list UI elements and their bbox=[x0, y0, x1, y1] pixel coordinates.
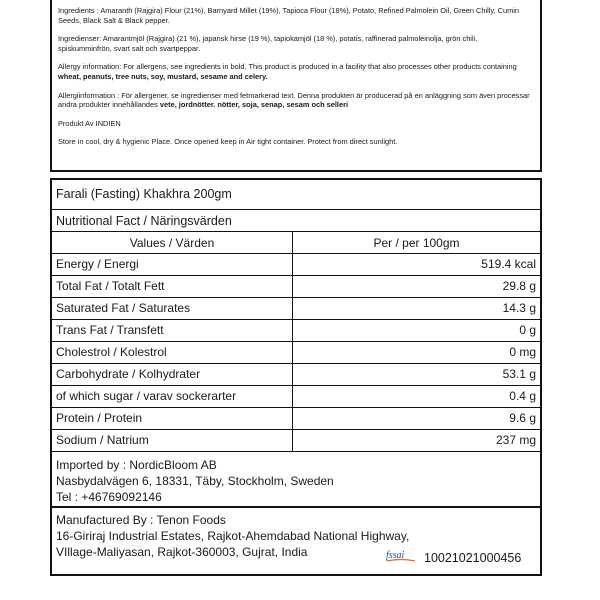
column-header-values: Values / Värden bbox=[52, 232, 293, 253]
nutrient-value: 29.8 g bbox=[502, 279, 536, 293]
allergy-sv-text: Allergiinformation : För allergener, se ingredienser med fetmarkerad text. Denna produkten är producerad på en anläggning som även processar andra produkter innehållandes bbox=[58, 90, 530, 110]
ingredients-english bbox=[58, 6, 532, 25]
fssai-logo-text: fssai bbox=[386, 550, 405, 561]
manufacturer-block bbox=[52, 508, 540, 574]
country-of-origin: Produkt Av INDIEN bbox=[58, 118, 121, 128]
nutrition-row bbox=[52, 320, 540, 342]
nutrient-label: Protein / Protein bbox=[52, 408, 293, 429]
nutrient-label: Saturated Fat / Saturates bbox=[52, 298, 293, 319]
nutrient-label: of which sugar / varav sockerarter bbox=[52, 386, 293, 407]
nutrient-value: 9.6 g bbox=[509, 411, 536, 425]
nutrition-row bbox=[52, 276, 540, 298]
ingredients-swedish bbox=[58, 34, 532, 53]
fssai-logo-icon bbox=[385, 548, 417, 564]
nutrition-row bbox=[52, 364, 540, 386]
storage-instructions: Store in cool, dry & hygienic Place. Once opened keep in Air tight container. Protect from direct sunlight. bbox=[58, 137, 398, 147]
allergy-info-english bbox=[58, 62, 532, 81]
manufacturer-address-1: 16-Giriraj Industrial Estates, Rajkot-Ahemdabad National Highway, bbox=[56, 529, 410, 543]
nutrient-value: 53.1 g bbox=[502, 367, 536, 381]
column-header-per-100g: Per / per 100gm bbox=[373, 236, 460, 250]
nutrient-label: Sodium / Natrium bbox=[52, 430, 293, 451]
importer-address: Nasbydalvägen 6, 18331, Täby, Stockholm, Sweden bbox=[56, 474, 334, 488]
allergy-sv-allergens: vete, jordnötter. nötter, soja, senap, sesam och selleri bbox=[159, 100, 349, 110]
nutrient-value: 0 mg bbox=[509, 345, 536, 359]
importer-phone: Tel : +46769092146 bbox=[56, 490, 162, 504]
product-title: Farali (Fasting) Khakhra 200gm bbox=[52, 180, 540, 210]
nutrition-table-header bbox=[52, 232, 540, 254]
nutrient-label: Energy / Energi bbox=[52, 254, 293, 275]
nutrition-panel bbox=[50, 178, 542, 576]
nutrient-label: Carbohydrate / Kolhydrater bbox=[52, 364, 293, 385]
nutrient-value: 0.4 g bbox=[509, 389, 536, 403]
nutrient-value: 519.4 kcal bbox=[481, 257, 536, 271]
nutrition-row bbox=[52, 342, 540, 364]
importer-block bbox=[52, 454, 540, 508]
nutrient-label: Cholestrol / Kolestrol bbox=[52, 342, 293, 363]
importer-name: Imported by : NordicBloom AB bbox=[56, 458, 217, 472]
nutrition-row bbox=[52, 386, 540, 408]
nutrient-value: 0 g bbox=[519, 323, 536, 337]
nutrition-title: Nutritional Fact / Näringsvärden bbox=[52, 210, 540, 232]
ingredienser-text: Amarantmjöl (Rajgira) (21 %), japansk hirse (19 %), tapiokamjöl (18 %), potatis, raffinerad palmoleinolja, grön chili, spiskumminfrön, svart salt och svartpeppar. bbox=[58, 34, 478, 53]
nutrition-row bbox=[52, 254, 540, 276]
manufacturer-name: Manufactured By : Tenon Foods bbox=[56, 513, 226, 527]
fssai-license-number: 10021021000456 bbox=[424, 551, 522, 565]
allergy-info-swedish bbox=[58, 91, 532, 110]
allergy-en-text: Allergy information: For allergens, see ingredients in bold. This product is produced in a facility that also processes other products containing bbox=[58, 62, 517, 72]
ingredients-text: Amaranth (Rajgira) Flour (21%), Barnyard Millet (19%), Tapioca Flour (18%), Potato, Refined Palmolein Oil, Green Chilly, Cumin Seeds, Black Salt & Black pepper. bbox=[58, 6, 520, 25]
manufacturer-address-2: VIllage-Maliyasan, Rajkot-360003, Gujrat, India bbox=[56, 545, 308, 559]
ingredients-panel bbox=[50, 0, 542, 172]
nutrition-row bbox=[52, 298, 540, 320]
nutrient-label: Trans Fat / Transfett bbox=[52, 320, 293, 341]
nutrient-value: 14.3 g bbox=[502, 301, 536, 315]
nutrition-row bbox=[52, 430, 540, 452]
nutrient-value: 237 mg bbox=[495, 433, 536, 447]
allergy-en-allergens: wheat, peanuts, tree nuts, soy, mustard, sesame and celery. bbox=[58, 71, 268, 81]
nutrient-label: Total Fat / Totalt Fett bbox=[52, 276, 293, 297]
nutrition-row bbox=[52, 408, 540, 430]
ingredients-label: Ingredients : bbox=[58, 6, 101, 15]
ingredienser-label: Ingredienser: bbox=[58, 34, 103, 44]
